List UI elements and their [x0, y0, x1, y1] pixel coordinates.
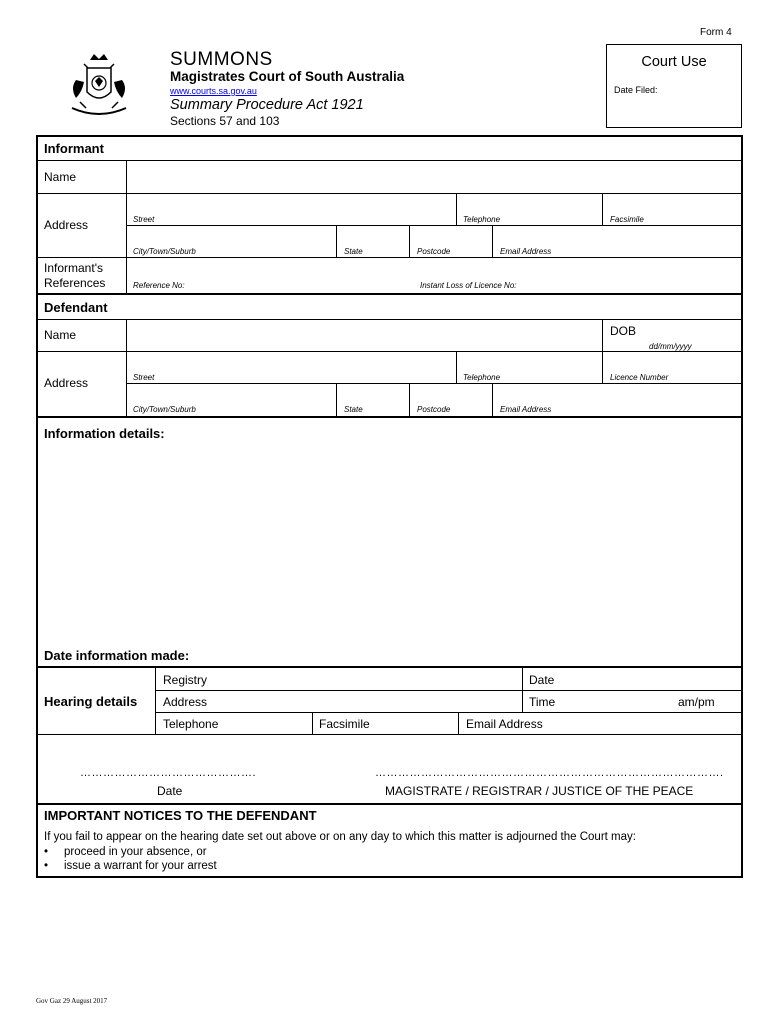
hearing-ampm-label: am/pm	[678, 695, 715, 709]
hearing-address-label: Address	[163, 695, 208, 709]
informant-street-label: Street	[133, 215, 155, 224]
coat-of-arms-logo	[62, 50, 136, 124]
notices-heading: IMPORTANT NOTICES TO THE DEFENDANT	[44, 808, 317, 823]
hearing-registry-label: Registry	[163, 673, 208, 687]
licence-number-label: Licence Number	[610, 373, 669, 382]
date-information-made-label: Date information made:	[44, 648, 190, 663]
informant-refs-label-2: References	[44, 276, 106, 290]
hearing-email-label: Email Address	[466, 717, 543, 731]
court-name: Magistrates Court of South Australia	[170, 69, 405, 84]
informant-name-field[interactable]	[128, 162, 740, 192]
informant-refs-label-1: Informant's	[44, 261, 103, 275]
act-sections: Sections 57 and 103	[170, 114, 280, 128]
notices-body: If you fail to appear on the hearing date set out above or on any day to which this matter is adjourned the Court may:	[44, 831, 636, 843]
defendant-telephone-label: Telephone	[463, 373, 501, 382]
court-website-link[interactable]: www.courts.sa.gov.au	[170, 86, 257, 96]
date-signature-line[interactable]: ……………………………………….	[80, 767, 257, 779]
court-use-box	[606, 44, 742, 128]
page-title: SUMMONS	[170, 49, 273, 70]
informant-state-label: State	[344, 247, 363, 256]
signature-role-label: MAGISTRATE / REGISTRAR / JUSTICE OF THE PEACE	[385, 784, 694, 798]
informant-postcode-label: Postcode	[417, 247, 451, 256]
dob-label: DOB	[610, 324, 637, 338]
defendant-name-field[interactable]	[128, 321, 598, 351]
defendant-city-label: City/Town/Suburb	[133, 405, 196, 414]
hearing-telephone-label: Telephone	[163, 717, 219, 731]
informant-facsimile-label: Facsimile	[610, 215, 644, 224]
instant-loss-label: Instant Loss of Licence No:	[420, 281, 517, 290]
defendant-heading: Defendant	[44, 300, 108, 315]
defendant-address-label: Address	[44, 376, 89, 390]
footer-gazette-date: Gov Gaz 29 August 2017	[36, 997, 108, 1005]
informant-telephone-label: Telephone	[463, 215, 501, 224]
reference-no-label: Reference No:	[133, 281, 185, 290]
court-use-title: Court Use	[641, 54, 707, 70]
informant-heading: Informant	[44, 141, 104, 156]
hearing-time-label: Time	[529, 695, 556, 709]
defendant-postcode-label: Postcode	[417, 405, 451, 414]
magistrate-signature-line[interactable]: ……………………………………………………………………………….	[375, 767, 724, 779]
notice-bullet-1: • proceed in your absence, or	[44, 846, 207, 858]
informant-city-label: City/Town/Suburb	[133, 247, 196, 256]
information-details-field[interactable]	[40, 446, 740, 642]
informant-address-label: Address	[44, 218, 89, 232]
notice-bullet-2: • issue a warrant for your arrest	[44, 860, 217, 872]
act-name: Summary Procedure Act 1921	[170, 97, 364, 113]
hearing-facsimile-label: Facsimile	[319, 717, 370, 731]
defendant-state-label: State	[344, 405, 363, 414]
defendant-name-label: Name	[44, 328, 77, 342]
defendant-email-label: Email Address	[500, 405, 552, 414]
information-details-heading: Information details:	[44, 426, 165, 441]
defendant-street-label: Street	[133, 373, 155, 382]
date-filed-label: Date Filed:	[614, 85, 658, 95]
dob-format-hint: dd/mm/yyyy	[649, 342, 692, 351]
informant-name-label: Name	[44, 170, 77, 184]
signature-date-label: Date	[157, 784, 183, 798]
form-number: Form 4	[700, 27, 732, 38]
hearing-details-heading: Hearing details	[44, 694, 138, 709]
hearing-date-label: Date	[529, 673, 555, 687]
informant-email-label: Email Address	[500, 247, 552, 256]
